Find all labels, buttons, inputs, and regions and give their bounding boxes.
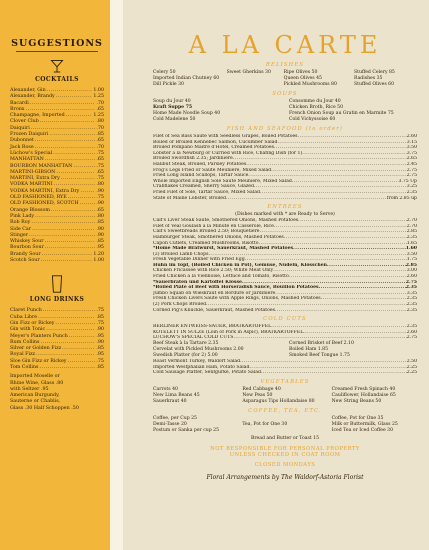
entrees-note: (Dishes marked with * are Ready to Serve) <box>235 212 335 218</box>
dish-price: 2.75 <box>405 279 417 285</box>
drink-name: Side Car <box>10 226 32 232</box>
drink-name: Pink Lady <box>10 213 35 219</box>
soup-item: Kraft Suppe 75 <box>153 105 193 110</box>
menu-item: Ripe Olives 50 <box>283 70 318 75</box>
drink-name: Whiskey Sour <box>10 239 44 245</box>
dish-name: State of Maine Lobster, Broiled <box>153 195 226 201</box>
wine-note-text: American Burgundy, <box>10 393 60 399</box>
vegetables-grid <box>153 387 417 405</box>
drink-name: Bronx <box>10 106 25 112</box>
drink-name: Daiquiri <box>10 125 30 131</box>
drink-name: Royal Fizz <box>10 352 36 358</box>
dish-price: 2.60 <box>406 274 417 280</box>
soup-item: Cold Vichyssoise 60 <box>289 117 336 122</box>
drink-name: Sloe Gin Fizz or Rickey <box>10 358 67 364</box>
dish-name: KOTELETT IN SÜLZE (Loin of Pork in Aspic), BRATKARTOFFEL <box>153 329 304 335</box>
page-title: A LA CARTE <box>188 31 382 59</box>
dish-name: LÜCHOW'S SPECIAL COLD CUTS <box>153 335 234 341</box>
menu-item: Radishes 35 <box>354 76 383 81</box>
dish-price: 2.65 <box>406 156 417 162</box>
menu-item: Sweet Gherkins 30 <box>226 70 271 75</box>
sidebar-divider <box>16 51 98 52</box>
drink-name: MARTINI, Extra Dry <box>10 176 60 182</box>
drink-name: Champagne, Imported <box>10 113 65 119</box>
dish-price: from 2.85 up <box>386 195 417 201</box>
drink-name: Meyer's Planters Punch <box>10 333 68 339</box>
soups-title: SOUPS <box>272 91 298 97</box>
vegetables-title: VEGETABLES <box>260 378 310 385</box>
menu-item: Celery 50 <box>153 70 176 75</box>
menu-item: Corned Brisket of Beef 2.10 <box>289 341 354 346</box>
wine-note-text: Sauterne or Chablis, <box>10 399 61 405</box>
dish-price: 2.25 <box>406 364 417 370</box>
leader-dots <box>41 258 93 264</box>
dish-price: 2.35 <box>406 302 417 308</box>
dish-name: Jumbo Squab on Wieskraut en Bordure or Jardinière <box>153 290 276 296</box>
menu-item: Cervelat with Pickled Mushrooms 2.00 <box>153 347 244 352</box>
cold-cuts-pairs <box>153 341 417 359</box>
dish-name: Filet of Sea Bass Sauté with Seedless Grapes, Boiled Potatoes <box>153 134 298 139</box>
long-drinks-list <box>10 308 104 371</box>
menu-item: Imported Indian Chutney 60 <box>153 76 220 81</box>
cocktails-heading: COCKTAILS <box>35 76 79 83</box>
drink-name: Tom Collins <box>10 364 39 370</box>
drink-price: .65 <box>96 157 104 163</box>
drink-name: Dubonnet <box>10 138 34 144</box>
soup-item: Cold Madelene 50 <box>153 117 196 122</box>
coffee-grid <box>153 416 417 434</box>
dish-price: 1.75 <box>406 257 417 263</box>
dish-price: 3.50 <box>406 145 417 151</box>
menu-item: New Lima Beans 45 <box>153 392 200 398</box>
suggestions-sidebar <box>0 0 110 550</box>
dish-name: Fried Chicken à la Viennoise, Lettuce and Tomato, Risotto <box>153 274 289 280</box>
menu-item: Stuffed Olives 60 <box>354 82 395 87</box>
cocktail-list <box>10 88 104 264</box>
drink-price: .85 <box>96 239 104 245</box>
dish-price: 2.70 <box>406 223 417 229</box>
dish-name: Hamburger Steak, Smothered Onions, Mashed Potatoes <box>153 234 284 240</box>
wine-note-text: with Seltzer .95 <box>10 386 49 392</box>
drink-name: BOURBON MANHATTAN <box>10 163 73 169</box>
coffee-title: COFFEE, TEA, ETC. <box>248 407 322 414</box>
dish-price: 3.75 Up <box>398 178 417 184</box>
drink-price: .90 <box>96 201 104 207</box>
drink-name: OLD FASHIONED, SCOTCH <box>10 201 79 207</box>
menu-item: New String Beans 50 <box>331 398 382 404</box>
soup-item: Consomme du Jour 40 <box>289 99 341 104</box>
drink-name: Bourbon Sour <box>10 245 44 251</box>
menu-item <box>242 428 327 434</box>
drink-price: .85 <box>96 314 104 320</box>
dish-price: 3.50 <box>406 251 417 257</box>
cocktail-glass-icon <box>49 58 65 74</box>
dish-name: Cold Sausage Platter, Senfgurke, Potato Salad <box>153 370 261 376</box>
menu-item: Smoked Beef Tongue 1.75 <box>289 353 350 358</box>
menu-item: Carrots 40 <box>153 386 178 392</box>
drink-name: Lüchow's Special <box>10 150 53 156</box>
drink-price: .65 <box>96 106 104 112</box>
leader-dots <box>40 365 96 371</box>
dish-name: Boiled or Broiled Kennebec Salmon, Cucumber Salad <box>153 139 278 145</box>
dish-name: Calf's Sweetbreads Broiled 2.50; Bouquetière <box>153 229 260 235</box>
cold-cuts-title: COLD CUTS <box>263 316 307 323</box>
drink-price: .90 <box>96 226 104 232</box>
leader-dots <box>226 196 387 202</box>
dish-price: 2.35 <box>406 189 417 195</box>
entrees-list <box>153 218 417 313</box>
cold-cuts-list <box>153 324 417 341</box>
dish-name: Filet of Veal Goulash à la Minute en Casserole, Rice <box>153 223 274 229</box>
drink-price: .85 <box>96 132 104 138</box>
dish-price: 2.75 <box>406 173 417 179</box>
menu-item: New Peas 50 <box>242 392 273 398</box>
dish-name: Fresh Vegetable Dinner with Fried Egg <box>153 257 245 263</box>
menu-line <box>153 196 417 202</box>
menu-item: Sauerkraut 40 <box>153 398 187 404</box>
menu-item: Coffee, per Cup 25 <box>153 415 197 421</box>
cold-cuts-tail <box>153 359 417 376</box>
menu-item: Postum or Sanka per cup 25 <box>153 427 219 433</box>
long-drinks-heading: LONG DRINKS <box>29 296 85 304</box>
dish-name: Crabflakes Creamed, Sherry Sauce, Glazed <box>153 184 254 190</box>
relishes-grid <box>153 70 417 88</box>
drink-price: .75 <box>96 150 104 156</box>
drink-price: .75 <box>96 308 104 314</box>
dish-name: Roast Vermont Turkey, Waldorf Salad <box>153 359 241 364</box>
drink-price: .90 <box>96 327 104 333</box>
dish-name: Broiled Pompano Maître d'Hotel, Creamed Potatoes <box>153 145 274 151</box>
dish-price: 3.00 <box>406 268 417 274</box>
drink-name: MANHATTAN <box>10 157 44 163</box>
drink-name: Scotch Sour <box>10 258 40 264</box>
menu-item: Demi-Tasse 20 <box>153 421 187 427</box>
drink-price: .90 <box>96 188 104 194</box>
menu-item: Iced Tea or Iced Coffee 30 <box>331 427 394 433</box>
fish-title: FISH AND SEAFOOD (to order) <box>226 126 344 132</box>
dish-price: 3.35 <box>406 290 417 296</box>
dish-price: 3.75 <box>406 150 417 156</box>
dish-price: 2.35 <box>406 234 417 240</box>
drink-price: .75 <box>96 195 104 201</box>
wine-notes <box>10 374 104 412</box>
dish-price: 2.25 <box>406 370 417 376</box>
wine-note-text: Imported Moselle or <box>10 374 60 380</box>
drink-price: .70 <box>96 125 104 131</box>
dish-price: 2.35 <box>406 324 417 330</box>
menu-line <box>153 370 417 376</box>
menu-item: Beef Steak à la Tartare 2.35 <box>153 341 219 346</box>
drink-name: Gin Fizz or Rickey <box>10 320 55 326</box>
drink-name: Brandy Sour <box>10 251 41 257</box>
drink-price: 1.00 <box>93 88 104 93</box>
dish-price: 3.25 <box>406 184 417 190</box>
drink-price: .75 <box>96 176 104 182</box>
disclaimer-line-2: UNLESS CHECKED IN COAT ROOM <box>229 451 341 458</box>
menu-item: Cauliflower, Hollandaise 65 <box>331 392 396 398</box>
menu-item: Red Cabbage 40 <box>242 386 281 392</box>
disclaimer-line-1: NOT RESPONSIBLE FOR PERSONAL PROPERTY <box>210 445 360 452</box>
drink-price: .65 <box>96 207 104 213</box>
drink-price: .95 <box>96 245 104 251</box>
drink-price: .70 <box>96 100 104 106</box>
fish-list <box>153 134 417 201</box>
soup-item: Home Made Noodle Soup 40 <box>153 111 221 116</box>
dish-name: Corned Pig's Knuckle, Sauerkraut, Mashed Potatoes <box>153 307 275 313</box>
drink-price: .85 <box>96 220 104 226</box>
menu-item: Queen Olives 45 <box>283 76 322 81</box>
drink-price: .80 <box>96 119 104 125</box>
dish-price: 2.60 <box>406 134 417 139</box>
bread-note: Bread and Butter or Toast 15 <box>250 435 320 441</box>
menu-item <box>227 82 280 88</box>
dish-name: Imported Westphalian Ham, Potato Salad <box>153 364 250 370</box>
dish-name: Whole Imported English Sole Sauté Meunière, Mixed Salad <box>153 178 292 184</box>
drink-price: 1.25 <box>93 94 104 100</box>
drink-name: Rum Collins <box>10 339 40 345</box>
dish-name: Frog's Legs Fried or Sauté Meunière, Mixed Salad <box>153 167 272 173</box>
drink-price: .75 <box>96 358 104 364</box>
dish-price: 2.60 <box>406 329 417 335</box>
drink-price: .95 <box>96 352 104 358</box>
drink-price: .65 <box>96 169 104 175</box>
drink-name: Gin with Tonic <box>10 327 46 333</box>
drink-name: Stinger <box>10 232 29 238</box>
drink-price: .90 <box>96 232 104 238</box>
wine-note-text: Glass .30 Half Schoppen .50 <box>10 405 79 411</box>
highball-glass-icon <box>50 274 64 294</box>
dish-name: (2) Pork Chops Broiled <box>153 302 207 308</box>
dish-price: 2.50 <box>406 359 417 364</box>
dish-name: Huhn im Topf, (Boiled Chicken in Pot), Gemüse, Nudeln, Klösschen <box>153 262 327 268</box>
drink-price: 1.20 <box>93 251 104 257</box>
drink-price: .85 <box>96 364 104 370</box>
menu-item: Asparagus Tips Hollandaise 80 <box>242 398 315 404</box>
drink-name: Bacardi <box>10 100 29 106</box>
menu-item: Swedish Platter (for 2) 5.00 <box>153 353 218 358</box>
dish-name: Lobster à la Newburg or Curried with Rice, Chafing Dish (for 1) <box>153 150 303 156</box>
dish-name: Fried Filet of Sole, Tartar Sauce, Mixed Salad <box>153 189 260 195</box>
leader-dots <box>275 308 407 314</box>
drink-name: Jack Rose <box>10 144 34 150</box>
drink-name: MARTINI-GIBSON <box>10 169 56 175</box>
dish-price: 1.60 <box>405 246 417 252</box>
drink-price: .65 <box>96 138 104 144</box>
sidebar-title: SUGGESTIONS <box>11 38 103 49</box>
drink-name: VODKA MARTINI, Extra Dry <box>10 188 80 194</box>
menu-item: Dill Pickle 30 <box>153 82 184 87</box>
drink-price: .75 <box>96 320 104 326</box>
dish-price: 2.45 <box>406 161 417 167</box>
drink-name: Cuba Libre <box>10 314 38 320</box>
drink-item <box>10 365 104 371</box>
soup-item: French Onion Soup au Gratin en Marmite 75 <box>289 111 394 116</box>
dish-name: Calf's Liver Steak Sauté, Smothered Onions, Mashed Potatoes <box>153 218 299 224</box>
drink-name: OLD FASHIONED, RYE <box>10 195 67 201</box>
dish-name: Chicken Fricassée with Rice 2.50; White Meat Only <box>153 268 274 274</box>
drink-price: .80 <box>96 182 104 188</box>
drink-name: Orange Blossom <box>10 207 50 213</box>
wine-note-text: Rhine Wine, Glass .80 <box>10 380 64 386</box>
page-gutter <box>110 0 123 550</box>
drink-price: .80 <box>96 213 104 219</box>
drink-price: 1.25 <box>93 113 104 119</box>
dish-price: 2.85 <box>406 229 417 235</box>
dish-price: 2.35 <box>406 307 417 313</box>
drink-price: .85 <box>96 346 104 352</box>
dish-price: 2.35 <box>406 296 417 302</box>
menu-item: Pickled Mushrooms 80 <box>283 82 337 87</box>
drink-name: Frozen Daiquiri <box>10 132 49 138</box>
a-la-carte-section <box>123 0 429 550</box>
drink-price: .90 <box>96 339 104 345</box>
dish-price: 1.65 <box>406 240 417 246</box>
dish-name: Broiled Swordfish 2.35; Jardinière <box>153 156 233 162</box>
menu-item: Boiled Ham 1.85 <box>289 347 328 352</box>
drink-name: Alexander, Gin <box>10 88 46 93</box>
drink-price: .95 <box>96 333 104 339</box>
drink-price: .75 <box>96 163 104 169</box>
dish-price: 2.70 <box>406 218 417 224</box>
dish-name: *Sauerbraten und Kartoffel Klösse <box>153 279 242 285</box>
relishes-title: RELISHES <box>265 62 305 68</box>
drink-name: Claret Punch <box>10 308 42 314</box>
dish-price: 2.75 <box>406 167 417 173</box>
drink-name: Silver or Golden Fizz <box>10 346 62 352</box>
drink-item <box>10 258 104 264</box>
menu-line <box>153 308 417 314</box>
leader-dots <box>261 370 407 376</box>
dish-price: 2.85 <box>405 262 417 268</box>
dish-name: Fried Long Island Scallops, Tartar Sauce <box>153 173 249 179</box>
entrees-title: ENTREES <box>267 204 303 211</box>
soup-item: Soup du Jour 40 <box>153 99 191 104</box>
soup-item: Chicken Broth, Rice 50 <box>289 105 344 110</box>
dish-name: *Home Made Bratwurst, Sauerkraut, Mashed Potatoes <box>153 246 294 252</box>
menu-item: Milk or Buttermilk, Glass 25 <box>331 421 398 427</box>
menu-item: Tea, Pot for One 30 <box>242 421 288 427</box>
drink-price: .70 <box>96 144 104 150</box>
closed-notice: CLOSED MONDAYS <box>254 461 316 468</box>
dish-name: Fresh Chicken Livers Sauté with Apple Rings, Onions, Mashed Potatoes <box>153 296 321 302</box>
dish-name: Halibut Steak, Broiled, Parsley Potatoes <box>153 161 247 167</box>
soups-grid <box>153 99 417 123</box>
dish-price: 3.15 <box>406 139 417 145</box>
dish-price: 2.35 <box>405 285 417 291</box>
menu-item: Stuffed Celery 85 <box>354 70 395 75</box>
dish-price: 2.75 <box>406 335 417 341</box>
menu-item: Coffee, Pot for One 35 <box>331 415 384 421</box>
dish-name: *Boiled Plate of Beef with Horseradish Sauce, Bouillon Potatoes <box>153 285 319 291</box>
wine-note-line <box>10 406 104 412</box>
drink-name: Alexander, Brandy <box>10 94 55 100</box>
drink-name: Clover Club <box>10 119 39 125</box>
dish-name: BERLINER ENTWEISS-SAUER, BRATKARTOFFEL <box>153 324 272 330</box>
dish-name: Capon Cutlets, Creamed Mushrooms, Risotto <box>153 240 259 246</box>
drink-price: 1.00 <box>93 258 104 264</box>
drink-name: VODKA MARTINI <box>10 182 53 188</box>
florist-credit: Floral Arrangements by The Waldorf-Astoria Florist <box>206 473 364 481</box>
menu-item: Creamed Fresh Spinach 40 <box>331 386 396 392</box>
drink-name: Rob Roy <box>10 220 31 226</box>
dish-name: (2) Broiled Lamb Chops <box>153 251 209 257</box>
